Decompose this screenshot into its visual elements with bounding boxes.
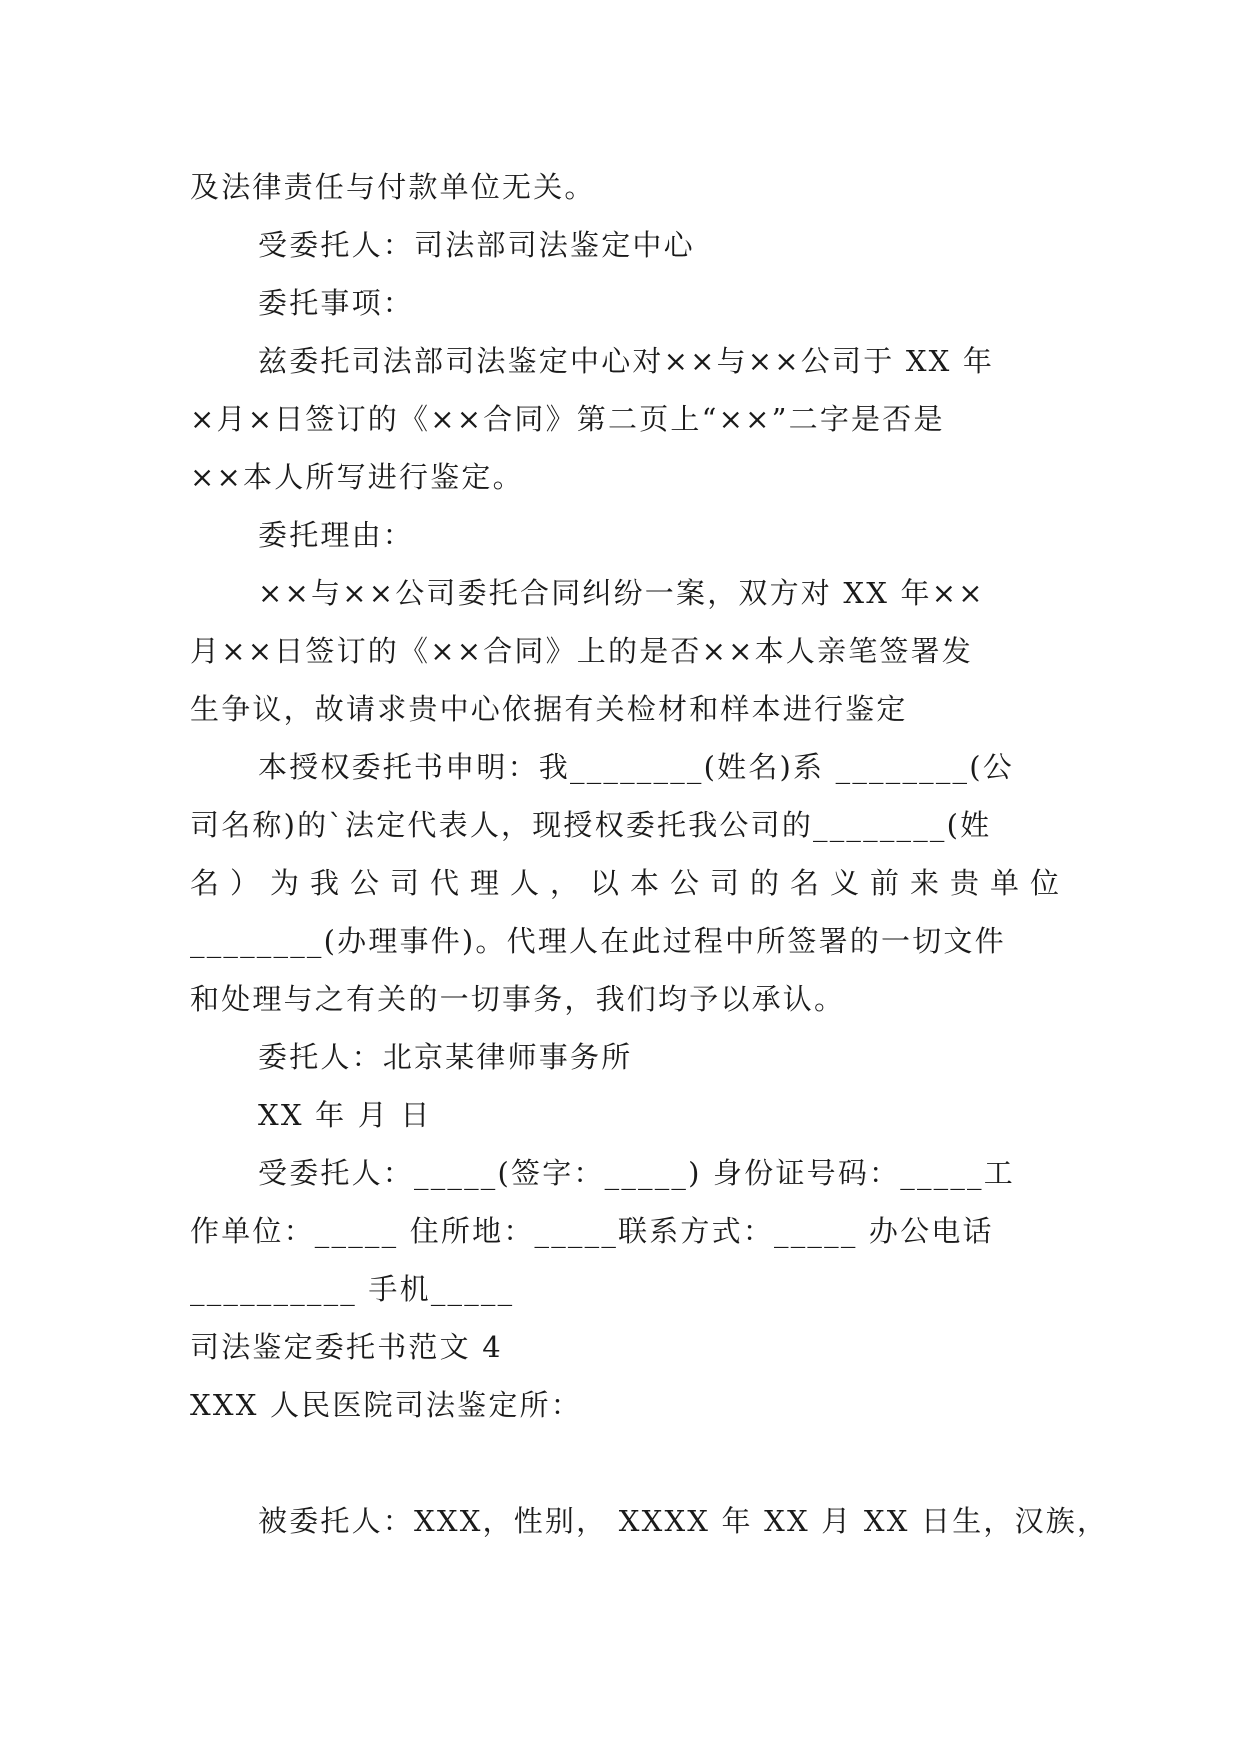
text-line: 委托理由： <box>258 518 415 552</box>
text-line: 生争议，故请求贵中心依据有关检材和样本进行鉴定 <box>190 692 908 726</box>
text-line: ××与××公司委托合同纠纷一案，双方对 XX 年×× <box>258 576 985 610</box>
text-line: 受委托人：_____(签字：_____) 身份证号码：_____工 <box>258 1156 1015 1190</box>
text-line: 受委托人：司法部司法鉴定中心 <box>258 228 695 262</box>
addressee-line: XXX 人民医院司法鉴定所： <box>190 1388 582 1422</box>
text-line: 兹委托司法部司法鉴定中心对××与××公司于 XX 年 <box>258 344 995 378</box>
text-line: 本授权委托书申明：我________(姓名)系 ________(公 <box>258 750 1014 784</box>
text-line: __________ 手机_____ <box>190 1272 515 1306</box>
text-line: 委托人：北京某律师事务所 <box>258 1040 633 1074</box>
text-line: 委托事项： <box>258 286 415 320</box>
text-line: 作单位：_____ 住所地：_____联系方式：_____ 办公电话 <box>190 1214 994 1248</box>
text-line: 司名称)的`法定代表人，现授权委托我公司的________(姓 <box>190 808 992 842</box>
text-line: XX 年 月 日 <box>258 1098 432 1132</box>
text-line: ×月×日签订的《××合同》第二页上“××”二字是否是 <box>190 402 945 436</box>
text-line: 和处理与之有关的一切事务，我们均予以承认。 <box>190 982 846 1016</box>
text-line: ××本人所写进行鉴定。 <box>190 460 524 494</box>
section-heading: 司法鉴定委托书范文 4 <box>190 1330 503 1364</box>
text-line: 月××日签订的《××合同》上的是否××本人亲笔签署发 <box>190 634 973 668</box>
text-line: 被委托人：XXX，性别， XXXX 年 XX 月 XX 日生，汉族， <box>258 1504 1109 1538</box>
text-line: 名）为我公司代理人，以本公司的名义前来贵单位 <box>190 866 1071 900</box>
text-line: ________(办理事件)。代理人在此过程中所签署的一切文件 <box>190 924 1006 958</box>
text-line: 及法律责任与付款单位无关。 <box>190 170 596 204</box>
